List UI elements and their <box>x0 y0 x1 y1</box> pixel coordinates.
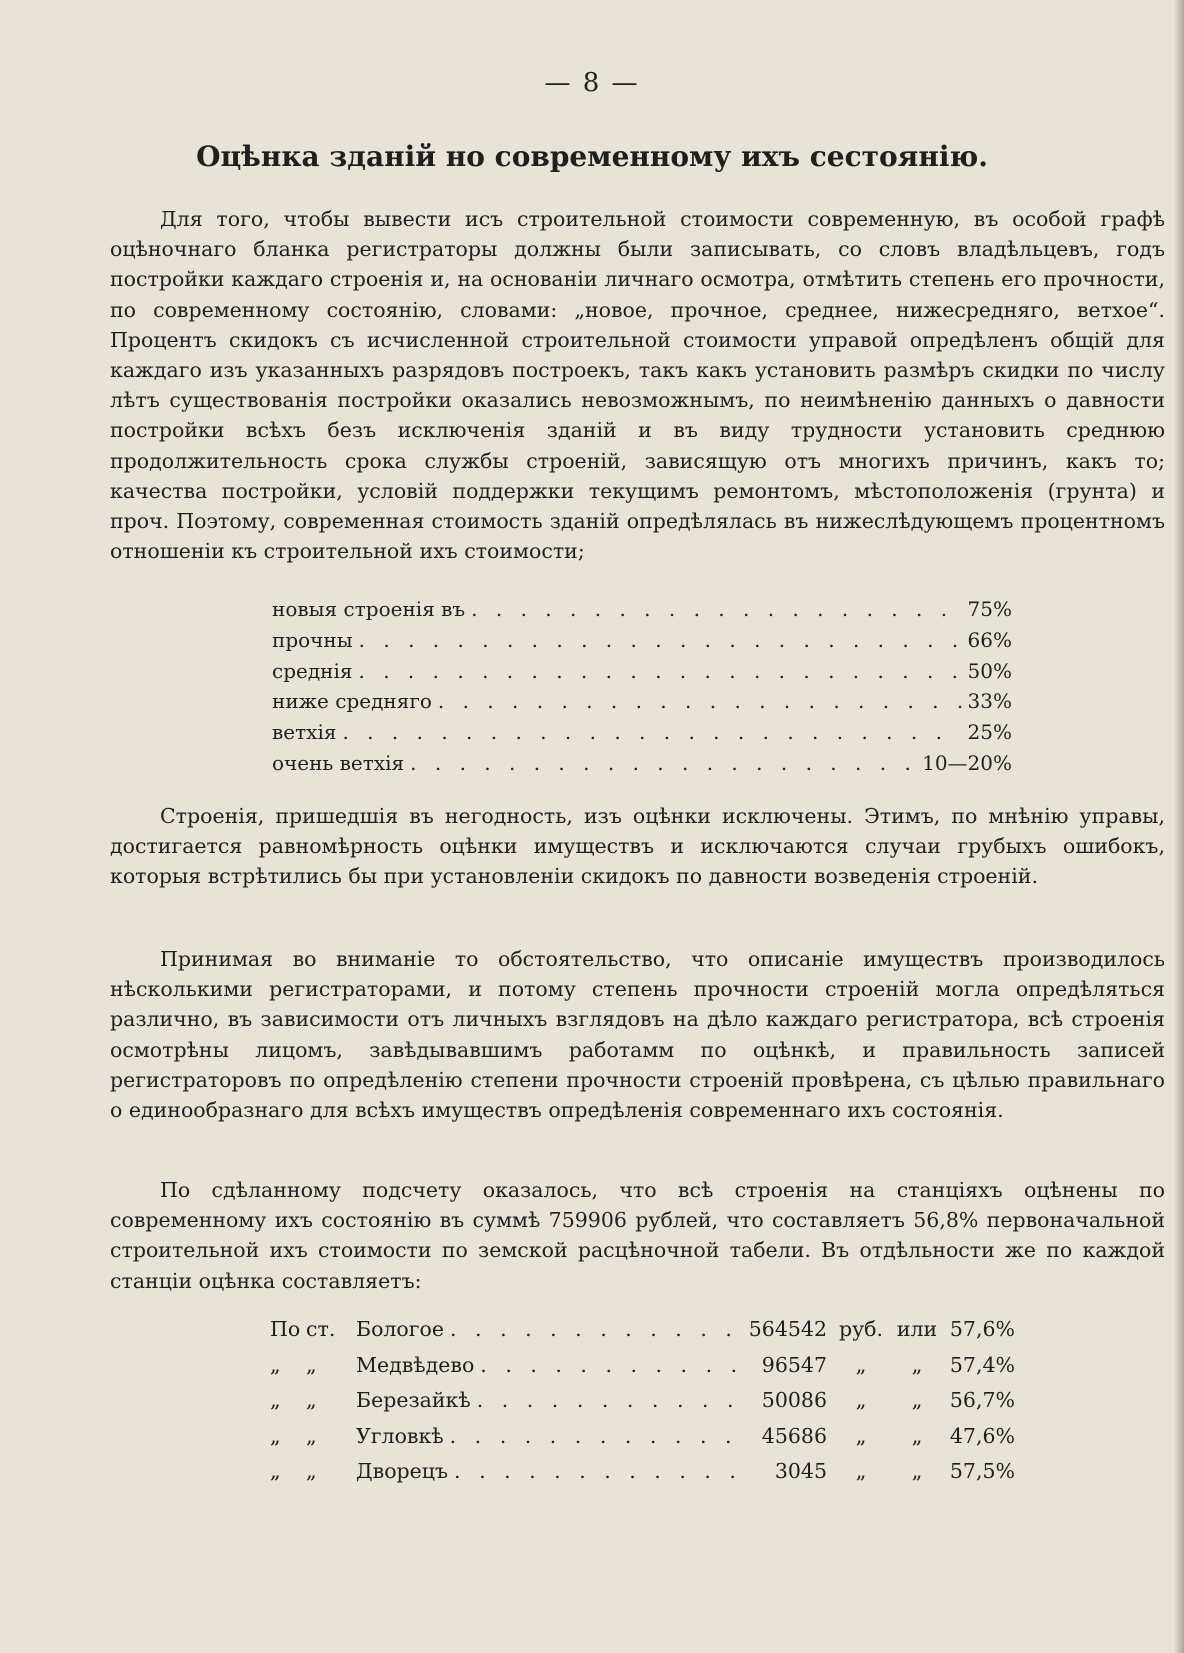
station-percent: 57,4% <box>949 1352 1015 1377</box>
leader-dots <box>410 751 916 775</box>
condition-label: ветхія <box>272 720 337 745</box>
condition-row <box>272 689 1012 720</box>
page-number: — 8 — <box>544 68 640 98</box>
station-unit: „ <box>855 1423 867 1448</box>
condition-row <box>272 628 1012 659</box>
station-or: „ <box>911 1459 923 1483</box>
condition-value: 66% <box>967 627 1012 652</box>
leader-dots <box>359 628 962 652</box>
paragraph-1: Для того, чтобы вывести исъ строительной стоимости современную, въ особой графѣ оцѣночнаго бланка регистраторы должны были записывать, со словъ владѣльцевъ, годъ постройки каждаго строенія и, на основаніи личнаго осмотра, отмѣтить степень его прочности, по современному состоянію, словами: „новое, прочное, среднее, нижесредняго, ветхое“. Процентъ скидокъ съ исчисленной строительной стоимости управой опредѣленъ общій для каждаго изъ указанныхъ разрядовъ построекъ, такъ какъ установить размѣръ скидки по числу лѣтъ существованія постройки оказались невозможнымъ, по неимѣненію данныхъ о давности постройки всѣхъ безъ исключенія зданій и въ виду трудности установить среднюю продолжительность срока службы строеній, зависящую отъ многихъ причинъ, какъ то; качества постройки, условій поддержки текущимъ ремонтомъ, мѣстоположенія (грунта) и проч. Поэтому, современная стоимость зданій опредѣлялась въ нижеслѣдующемъ процентномъ отношеніи къ строительной ихъ стоимости; <box>110 207 1165 564</box>
paragraph-2: Строенія, пришедшія въ негодность, изъ оцѣнки исключены. Этимъ, по мнѣнію управы, достигается равномѣрность оцѣнки имуществъ и исключаются случаи грубыхъ ошибокъ, которыя встрѣтились бы при установленіи скидокъ по давности возведенія строеній. <box>110 804 1165 889</box>
station-name: Березайкѣ <box>356 1388 471 1412</box>
prefix-ditto: „ <box>306 1459 317 1483</box>
prefix-st: ст. <box>306 1317 336 1341</box>
station-or: „ <box>911 1352 923 1377</box>
prefix-po: По <box>270 1317 301 1341</box>
condition-label: новыя строенія въ <box>272 597 466 621</box>
station-row <box>270 1317 1015 1353</box>
station-row <box>270 1424 1015 1460</box>
station-unit: „ <box>855 1352 867 1377</box>
station-sum: 564542 <box>748 1317 827 1341</box>
section-heading: Оцѣнка зданій но современному ихъ сестоянію. <box>196 140 988 173</box>
station-or: „ <box>911 1423 923 1448</box>
station-or: или <box>896 1317 938 1341</box>
leader-dots <box>450 1317 737 1341</box>
station-name: Медвѣдево <box>356 1352 475 1377</box>
station-sum: 3045 <box>774 1459 827 1483</box>
condition-percent-table <box>272 597 1012 782</box>
station-or: „ <box>911 1388 923 1412</box>
leader-dots <box>359 659 962 683</box>
leader-dots <box>480 1353 737 1377</box>
paragraph-3: Принимая во вниманіе то обстоятельство, что описаніе имуществъ производилось нѣсколькими регистраторами, и потому степень прочности строеній могла опредѣляться различно, въ зависимости отъ личныхъ взглядовъ на дѣло каждаго регистратора, всѣ строенія осмотрѣны лицомъ, завѣдывавшимъ работамм по оцѣнкѣ, и правильность записей регистраторовъ по опредѣленію степени прочности строеній провѣрена, съ цѣлью правильнаго о единообразнаго для всѣхъ имуществъ опредѣленія современнаго ихъ состоянія. <box>110 947 1165 1123</box>
condition-value: 33% <box>967 689 1012 714</box>
station-sum: 50086 <box>761 1388 827 1412</box>
station-row <box>270 1353 1015 1389</box>
prefix-ditto: „ <box>270 1388 281 1412</box>
station-prefix <box>270 1353 356 1377</box>
condition-row <box>272 597 1012 628</box>
condition-label: среднія <box>272 658 353 683</box>
prefix-ditto: „ <box>270 1423 281 1448</box>
station-percent: 57,5% <box>949 1459 1015 1483</box>
prefix-ditto: „ <box>306 1352 317 1377</box>
prefix-ditto: „ <box>306 1388 317 1412</box>
leader-dots <box>454 1459 737 1483</box>
station-name: Дворецъ <box>356 1459 449 1483</box>
station-row <box>270 1388 1015 1424</box>
station-name: Бологое <box>356 1317 444 1341</box>
station-prefix <box>270 1317 356 1341</box>
leader-dots <box>471 597 961 621</box>
station-prefix <box>270 1424 356 1448</box>
station-unit: руб. <box>838 1317 884 1341</box>
leader-dots <box>477 1388 737 1412</box>
prefix-ditto: „ <box>306 1423 317 1448</box>
station-sum: 96547 <box>761 1352 827 1377</box>
leader-dots <box>342 720 961 744</box>
condition-row <box>272 720 1012 751</box>
prefix-ditto: „ <box>270 1352 281 1377</box>
station-percent: 57,6% <box>949 1317 1015 1341</box>
station-name: Угловкѣ <box>356 1423 444 1448</box>
station-percent: 56,7% <box>949 1388 1015 1412</box>
station-prefix <box>270 1388 356 1412</box>
station-prefix <box>270 1459 356 1483</box>
condition-value: 50% <box>967 658 1012 683</box>
paragraph-4: По сдѣланному подсчету оказалось, что всѣ строенія на станціяхъ оцѣнены по современному ихъ состоянію въ суммѣ 759906 рублей, что составляетъ 56,8% первоначальной строительной ихъ стоимости по земской расцѣночной табели. Въ отдѣльности же по каждой станціи оцѣнка составляетъ: <box>110 1178 1165 1293</box>
condition-row <box>272 751 1012 782</box>
condition-label: прочны <box>272 627 353 652</box>
condition-value: 10—20% <box>922 750 1012 775</box>
station-valuation-table <box>270 1317 1015 1495</box>
station-percent: 47,6% <box>949 1423 1015 1448</box>
condition-label: очень ветхія <box>272 750 405 775</box>
station-row <box>270 1459 1015 1495</box>
condition-label: ниже средняго <box>272 689 432 714</box>
station-sum: 45686 <box>761 1423 827 1448</box>
station-unit: „ <box>855 1388 867 1412</box>
leader-dots <box>438 689 962 713</box>
prefix-ditto: „ <box>270 1459 281 1483</box>
condition-value: 25% <box>967 720 1012 745</box>
leader-dots <box>450 1424 737 1448</box>
station-unit: „ <box>855 1459 867 1483</box>
condition-value: 75% <box>967 597 1012 621</box>
condition-row <box>272 659 1012 690</box>
